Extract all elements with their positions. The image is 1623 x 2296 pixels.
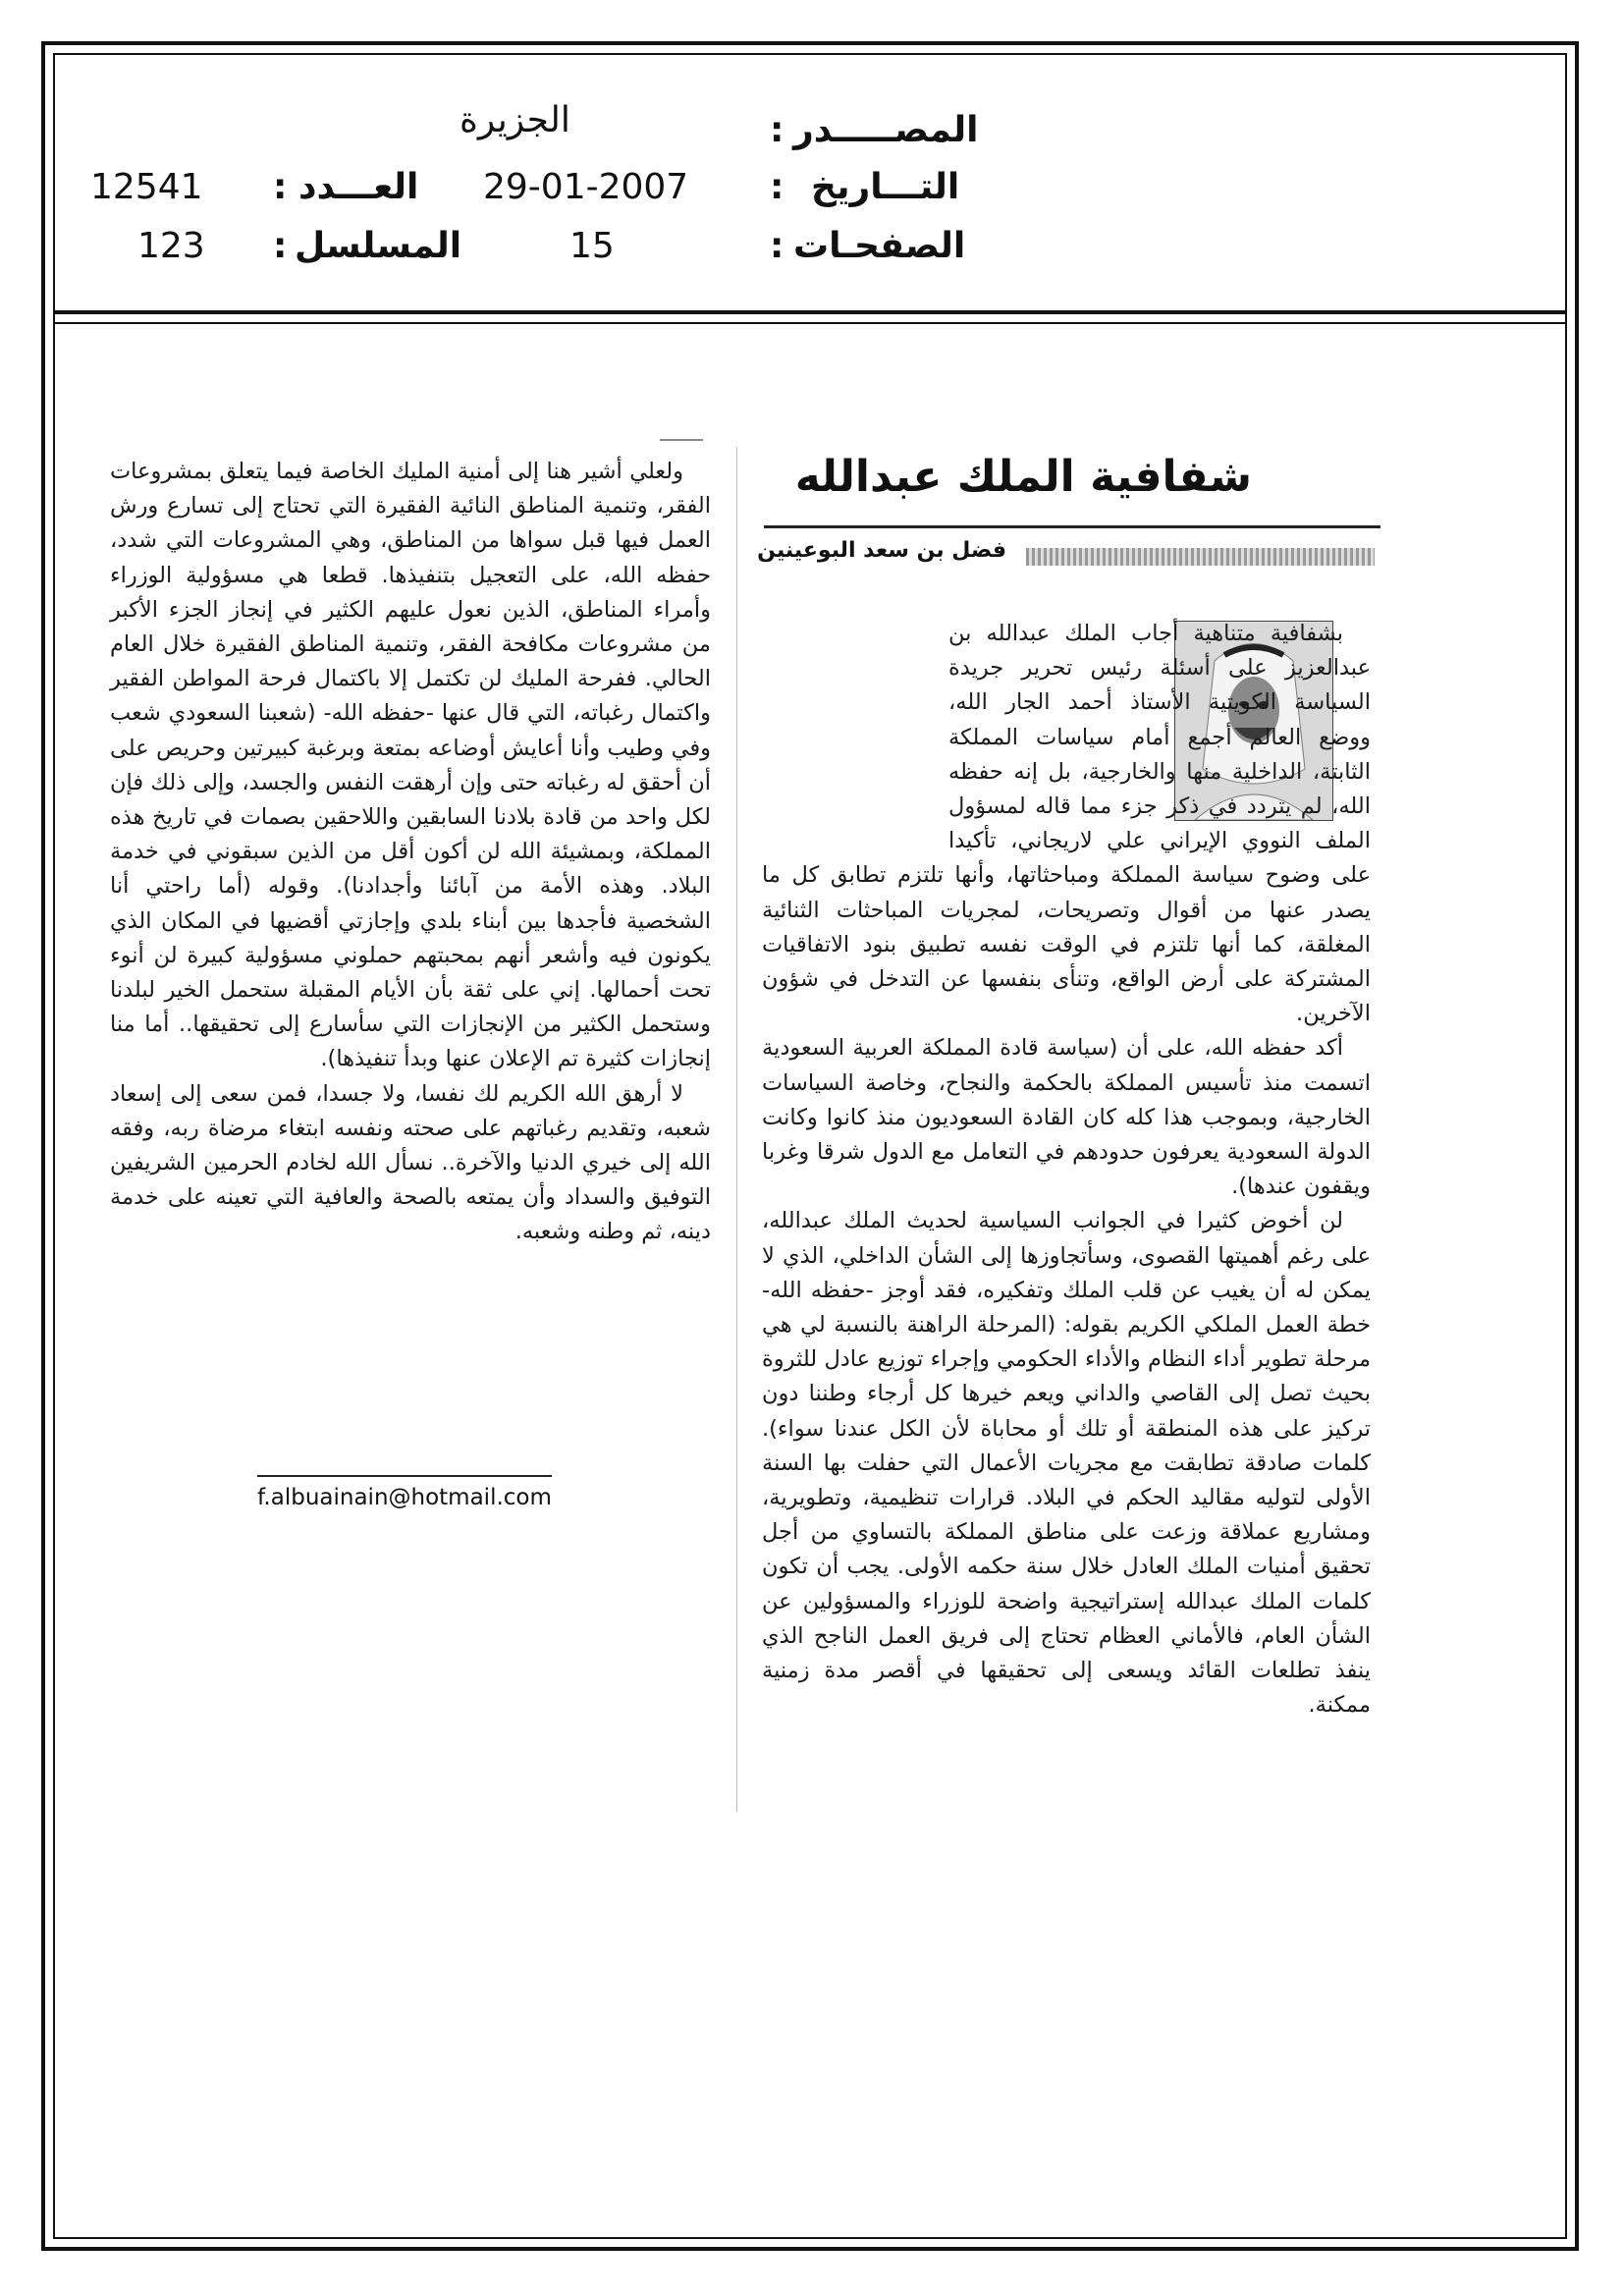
pages-value: 15 [569, 226, 615, 266]
author-email: f.albuainain@hotmail.com [257, 1485, 552, 1510]
title-rule [764, 525, 1380, 528]
serial-label: المسلسل [295, 226, 462, 266]
paragraph: ولعلي أشير هنا إلى أمنية المليك الخاصة فيما يتعلق بمشروعات الفقر، وتنمية المناطق النائية الفقيرة التي تحتاج إلى تسارع ورش العمل فيها قبل سواها من المناطق، وهي المشروعات التي شدد، حفظه الله، على التعجيل بتنفيذها. قطعا هي مسؤولية الوزراء وأمراء المناطق، الذين نعول عليهم الكثير في إنجاز الجزء الأكبر من مشروعات مكافحة الفقر، وتنمية المناطق الفقيرة خلال العام الحالي. ففرحة المليك لن تكتمل إلا باكتمال فرحة المواطن الفقير واكتمال رغباته، التي قال عنها -حفظه الله- (شعبنا السعودي شعب وفي وطيب وأنا أعايش أوضاعه بمتعة وبرغبة كبيرتين وحريص على أن أحقق له رغباته حتى وإن أرهقت النفس والجسد، وإلى ذلك فإن لكل واحد من قادة بلادنا السابقين واللاحقين بصمات في تاريخ هذه المملكة، وبمشيئة الله لن أكون أقل من الذين سبقوني في خدمة البلاد. وهذه الأمة من آبائنا وأجدادنا). وقوله (أما راحتي أنا الشخصية فأجدها بين أبناء بلدي وإجازتي أقضيها في المكان الذي يكونون فيه وأشعر أنهم بمحبتهم حملوني مسؤولية كبيرة لن أنوء تحت أحمالها. إني على ثقة بأن الأيام المقبلة ستحمل الخير لبلدنا وستحمل الكثير من الإنجازات التي سأسارع إلى تحقيقها.. أما منا إنجازات كثيرة تم الإعلان عنها وبدأ تنفيذها). [110, 459, 711, 1072]
pages-colon: : [770, 226, 784, 266]
source-label: المصـــــدر [793, 110, 979, 150]
serial-colon: : [273, 226, 288, 266]
article-author: فضل بن سعد البوعينين [757, 538, 1006, 563]
paragraph: أكد حفظه الله، على أن (سياسة قادة المملكة العربية السعودية اتسمت منذ تأسيس المملكة بالحكمة والنجاح، وخاصة السياسات الخارجية، وبموجب هذا كله كان القادة السعوديون منذ كانوا وكانت الدولة السعودية يعرفون حدودهم في التعامل مع الدول شرقا وغربا ويقفون عندها). [762, 1035, 1371, 1200]
date-colon: : [770, 167, 784, 207]
pages-label: الصفحـات [793, 226, 966, 266]
date-label: التـــاريخ [811, 167, 960, 207]
left-column [110, 455, 711, 1466]
source-value: الجزيرة [460, 100, 570, 140]
header-divider [53, 310, 1567, 314]
article-title: شفافية الملك عبدالله [794, 452, 1252, 502]
column-scribble-mark [660, 439, 703, 441]
paragraph: بشفافية متناهية أجاب الملك عبدالله بن عبدالعزيز على أسئلة رئيس تحرير جريدة السياسة الكويتية الأستاذ أحمد الجار الله، ووضع العالم أجمع أمام سياسات المملكة الثابتة، الداخلية منها والخارجية، بل إنه حفظه الله، لم يتردد في ذكر جزء مما قاله لمسؤول الملف النووي الإيراني علي لاريجاني، تأكيدا على وضوح سياسة المملكة ومباحثاتها، وأنها تلتزم تطابق كل ما يصدر عنها من أقوال وتصريحات، لمجريات المباحثات الثنائية المغلقة، كما أنها تلتزم في الوقت نفسه تطبيق بنود الاتفاقيات المشتركة على أرض الواقع، وتنأى بنفسها عن التدخل في شؤون الآخرين. [762, 621, 1371, 1027]
byline-decoration [1026, 548, 1375, 566]
issue-value: 12541 [90, 167, 203, 207]
issue-label: العـــدد [298, 167, 419, 207]
paragraph: لن أخوض كثيرا في الجوانب السياسية لحديث الملك عبدالله، على رغم أهميتها القصوى، وسأتجاوزها إلى الشأن الداخلي، الذي لا يمكن له أن يغيب عن قلب الملك وتفكيره، فقد أوجز -حفظه الله- خطة العمل الملكي الكريم بقوله: (المرحلة الراهنة بالنسبة لي هي مرحلة تطوير أداء النظام والأداء الحكومي وإجراء توزيع عادل للثروة بحيث تصل إلى القاصي والداني ويعم خيرها كل أرجاء وطننا دون تركيز على هذه المنطقة أو تلك أو محاباة لأن الكل عندنا سواء). كلمات صادقة تطابقت مع مجريات الأعمال التي حفلت بها السنة الأولى لتوليه مقاليد الحكم في البلاد. قرارات تنظيمية، وتطويرية، ومشاريع عملاقة وزعت على مناطق المملكة بالتساوي من أجل تحقيق أمنيات الملك العادل خلال سنة حكمه الأولى. يجب أن تكون كلمات الملك عبدالله إستراتيجية واضحة للوزراء والمسؤولين عن الشأن العام، فالأماني العظام تحتاج إلى فريق العمل الناجح الذي ينفذ تطلعات القائد ويسعى إلى تحقيقها في أقصر مدة زمنية ممكنة. [762, 1208, 1371, 1719]
header-divider-thin [53, 322, 1567, 324]
paragraph: لا أرهق الله الكريم لك نفسا، ولا جسدا، فمن سعى إلى إسعاد شعبه، وتقديم رغباتهم على صحته ونفسه ابتغاء مرضاة ربه، وفقه الله إلى خيري الدنيا والآخرة.. نسأل الله لخادم الحرمين الشريفين التوفيق والسداد وأن يمتعه بالصحة والعافية التي تعينه على خدمة دينه، ثم وطنه وشعبه. [110, 1080, 711, 1245]
signature-separator [257, 1475, 552, 1477]
date-value: 29-01-2007 [483, 167, 689, 207]
serial-value: 123 [137, 226, 205, 266]
issue-colon: : [273, 167, 288, 207]
right-column [762, 617, 1371, 1834]
source-colon: : [770, 110, 784, 150]
column-divider [736, 447, 737, 1812]
